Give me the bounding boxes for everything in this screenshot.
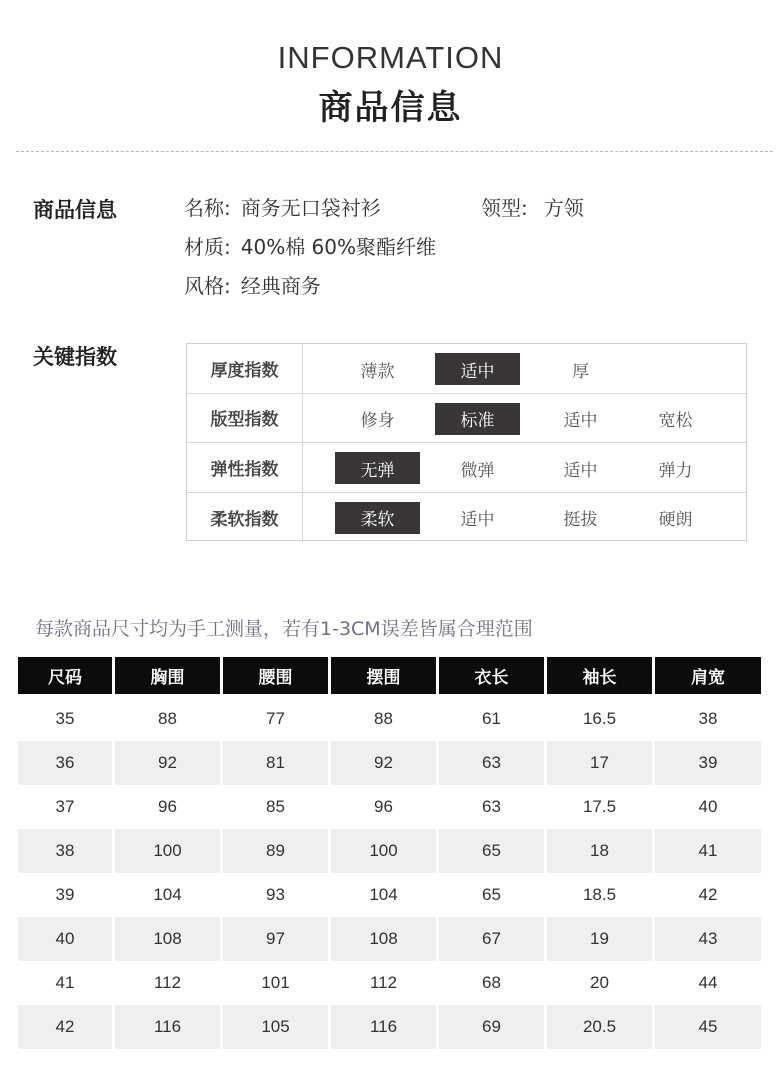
info-style-value: 经典商务 <box>240 274 321 298</box>
size-table-cell: 18 <box>547 829 652 873</box>
size-table-cell: 17 <box>547 741 652 785</box>
size-table-cell: 63 <box>439 741 544 785</box>
size-table-cell: 93 <box>223 873 328 917</box>
size-table-cell: 67 <box>439 917 544 961</box>
key-index-row <box>187 344 746 394</box>
size-table-cell: 39 <box>18 873 112 917</box>
size-table-header-cell: 袖长 <box>547 657 652 694</box>
key-index-option: 挺拔 <box>563 510 598 530</box>
size-table-cell: 108 <box>115 917 220 961</box>
key-index-row-label: 厚度指数 <box>187 344 303 393</box>
size-table-row <box>18 829 761 873</box>
key-index-option: 微弹 <box>460 460 495 481</box>
key-index-option: 弹力 <box>658 460 693 481</box>
size-table-cell: 41 <box>655 829 761 873</box>
size-table-cell: 61 <box>439 694 544 741</box>
title-english: INFORMATION <box>277 40 504 75</box>
size-table-row <box>18 1005 761 1049</box>
key-index-row <box>187 394 746 444</box>
size-table-cell: 112 <box>331 961 436 1005</box>
dashed-divider <box>16 151 773 152</box>
size-table-cell: 65 <box>439 829 544 873</box>
key-index-table <box>186 343 747 541</box>
key-index-row <box>187 443 746 493</box>
size-table-cell: 104 <box>115 873 220 917</box>
size-table-header-cell: 胸围 <box>115 657 220 694</box>
size-table-header-cell: 摆围 <box>331 657 436 694</box>
size-table-cell: 45 <box>655 1005 761 1049</box>
key-index-option: 宽松 <box>658 411 693 431</box>
key-index-option-selected: 适中 <box>435 353 520 385</box>
size-table-cell: 105 <box>223 1005 328 1049</box>
size-table-cell: 65 <box>439 873 544 917</box>
size-table-cell: 42 <box>655 873 761 917</box>
info-material-value: 40%棉 60%聚酯纤维 <box>240 235 437 259</box>
size-table-cell: 44 <box>655 961 761 1005</box>
key-index-option: 适中 <box>563 411 598 431</box>
info-style <box>184 270 321 299</box>
size-table-cell: 40 <box>18 917 112 961</box>
key-index-option: 适中 <box>563 460 598 481</box>
size-table-row <box>18 873 761 917</box>
size-table-row <box>18 961 761 1005</box>
info-style-key: 风格: <box>184 274 231 298</box>
size-table-cell: 38 <box>18 829 112 873</box>
info-material <box>184 231 436 260</box>
size-table-cell: 89 <box>223 829 328 873</box>
key-index-option-selected: 柔软 <box>335 502 420 534</box>
size-table-cell: 92 <box>115 741 220 785</box>
size-table-cell: 112 <box>115 961 220 1005</box>
size-table-cell: 96 <box>331 785 436 829</box>
title-chinese: 商品信息 <box>318 88 463 128</box>
size-table-cell: 41 <box>18 961 112 1005</box>
size-table-row <box>18 785 761 829</box>
info-collar-key: 领型: <box>481 196 528 220</box>
size-table-cell: 38 <box>655 694 761 741</box>
size-table-cell: 92 <box>331 741 436 785</box>
size-table-cell: 69 <box>439 1005 544 1049</box>
key-index-option: 适中 <box>460 510 495 530</box>
key-index-option: 硬朗 <box>658 510 693 530</box>
size-table-cell: 43 <box>655 917 761 961</box>
size-table-cell: 17.5 <box>547 785 652 829</box>
size-table-cell: 88 <box>115 694 220 741</box>
key-index-row-label: 柔软指数 <box>187 493 303 543</box>
key-index-row-label: 版型指数 <box>187 394 303 443</box>
key-index-option-selected: 无弹 <box>335 452 420 484</box>
size-table-cell: 100 <box>331 829 436 873</box>
size-table-cell: 101 <box>223 961 328 1005</box>
key-index-option: 厚 <box>572 361 589 382</box>
size-table-header-cell: 肩宽 <box>655 657 761 694</box>
key-index-label: 关键指数 <box>33 345 117 369</box>
size-table-header-cell: 尺码 <box>18 657 112 694</box>
size-table-cell: 40 <box>655 785 761 829</box>
size-table-cell: 81 <box>223 741 328 785</box>
size-table-cell: 18.5 <box>547 873 652 917</box>
key-index-row <box>187 493 746 543</box>
size-table-cell: 77 <box>223 694 328 741</box>
size-table-row <box>18 741 761 785</box>
size-table-cell: 108 <box>331 917 436 961</box>
size-table-cell: 85 <box>223 785 328 829</box>
info-name-key: 名称: <box>184 196 231 220</box>
size-table-cell: 36 <box>18 741 112 785</box>
key-index-option: 修身 <box>360 411 395 431</box>
info-collar-value: 方领 <box>543 196 584 220</box>
size-table-cell: 116 <box>115 1005 220 1049</box>
size-table-cell: 20 <box>547 961 652 1005</box>
size-table-cell: 35 <box>18 694 112 741</box>
size-table-cell: 116 <box>331 1005 436 1049</box>
size-table-cell: 97 <box>223 917 328 961</box>
size-table-cell: 16.5 <box>547 694 652 741</box>
size-table-cell: 20.5 <box>547 1005 652 1049</box>
size-table-row <box>18 694 761 741</box>
size-table-header-cell: 腰围 <box>223 657 328 694</box>
size-table-cell: 96 <box>115 785 220 829</box>
size-table-cell: 37 <box>18 785 112 829</box>
key-index-option-selected: 标准 <box>435 403 520 435</box>
size-table-cell: 104 <box>331 873 436 917</box>
info-collar <box>481 192 584 221</box>
size-table-cell: 42 <box>18 1005 112 1049</box>
info-name <box>184 192 381 221</box>
info-material-key: 材质: <box>184 235 231 259</box>
size-table-cell: 88 <box>331 694 436 741</box>
size-table-header-cell: 衣长 <box>439 657 544 694</box>
size-table-row <box>18 917 761 961</box>
product-info-label: 商品信息 <box>33 198 117 222</box>
size-table-cell: 63 <box>439 785 544 829</box>
size-table-cell: 39 <box>655 741 761 785</box>
size-table-cell: 19 <box>547 917 652 961</box>
key-index-row-label: 弹性指数 <box>187 443 303 492</box>
size-table-header-row <box>18 657 761 694</box>
size-table-cell: 68 <box>439 961 544 1005</box>
size-note: 每款商品尺寸均为手工测量，若有1-3CM误差皆属合理范围 <box>35 618 533 640</box>
info-name-value: 商务无口袋衬衫 <box>240 196 381 220</box>
key-index-option: 薄款 <box>360 361 395 382</box>
size-table-cell: 100 <box>115 829 220 873</box>
size-table-body <box>18 694 761 1049</box>
size-table <box>15 657 764 1049</box>
